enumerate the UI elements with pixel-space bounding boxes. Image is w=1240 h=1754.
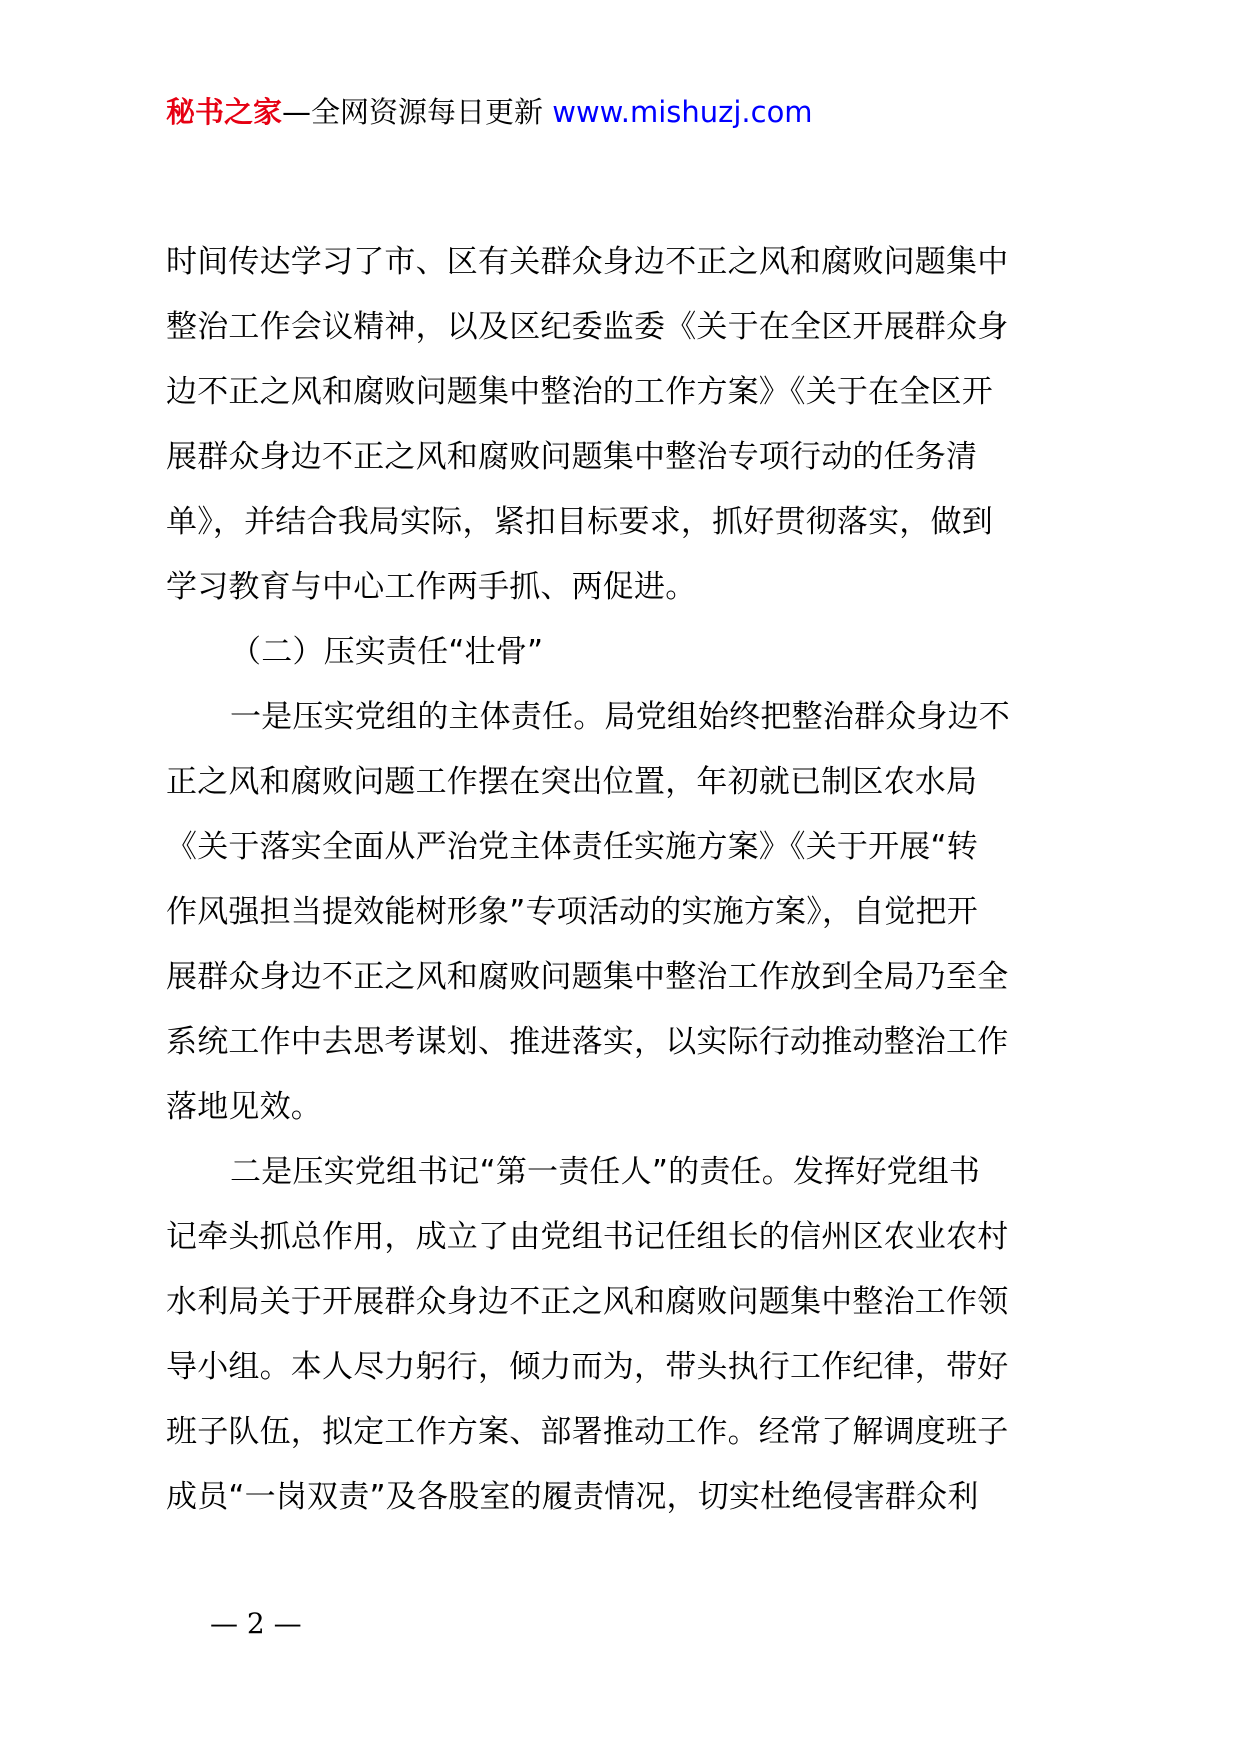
text-line-3: 边不正之风和腐败问题集中整治的工作方案》《关于在全区开: [166, 374, 993, 410]
site-header: [166, 92, 813, 132]
text-line-19: 班子队伍，拟定工作方案、部署推动工作。经常了解调度班子: [166, 1414, 1009, 1450]
page-number: — 2 —: [210, 1607, 302, 1640]
document-body: [166, 242, 1088, 1542]
text-line-10: 《关于落实全面从严治党主体责任实施方案》《关于开展“转: [166, 829, 978, 865]
text-line-12: 展群众身边不正之风和腐败问题集中整治工作放到全局乃至全: [166, 959, 1009, 995]
text-line-5: 单》，并结合我局实际，紧扣目标要求，抓好贯彻落实，做到: [166, 504, 993, 540]
text-line-14: 落地见效。: [166, 1089, 322, 1125]
text-line-16: 记牵头抓总作用，成立了由党组书记任组长的信州区农业农村: [166, 1219, 1009, 1255]
text-line-15: 二是压实党组书记“第一责任人”的责任。发挥好党组书: [230, 1154, 981, 1190]
text-line-18: 导小组。本人尽力躬行，倾力而为，带头执行工作纪律，带好: [166, 1349, 1009, 1385]
text-line-17: 水利局关于开展群众身边不正之风和腐败问题集中整治工作领: [166, 1284, 1009, 1320]
text-line-4: 展群众身边不正之风和腐败问题集中整治专项行动的任务清: [166, 439, 978, 475]
text-line-2: 整治工作会议精神，以及区纪委监委《关于在全区开展群众身: [166, 309, 1009, 345]
section-heading: （二）压实责任“壮骨”: [230, 634, 544, 670]
text-line-9: 正之风和腐败问题工作摆在突出位置，年初就已制区农水局: [166, 764, 978, 800]
site-tagline: —全网资源每日更新: [282, 95, 553, 129]
site-brand: 秘书之家: [166, 95, 283, 129]
text-line-13: 系统工作中去思考谋划、推进落实，以实际行动推动整治工作: [166, 1024, 1009, 1060]
text-line-11: 作风强担当提效能树形象”专项活动的实施方案》，自觉把开: [166, 894, 978, 930]
text-line-8: 一是压实党组的主体责任。局党组始终把整治群众身边不: [230, 699, 1010, 735]
site-url-link[interactable]: www.mishuzj.com: [552, 95, 813, 129]
text-line-6: 学习教育与中心工作两手抓、两促进。: [166, 569, 697, 605]
text-line-1: 时间传达学习了市、区有关群众身边不正之风和腐败问题集中: [166, 244, 1009, 280]
text-line-20: 成员“一岗双责”及各股室的履责情况，切实杜绝侵害群众利: [166, 1479, 979, 1515]
